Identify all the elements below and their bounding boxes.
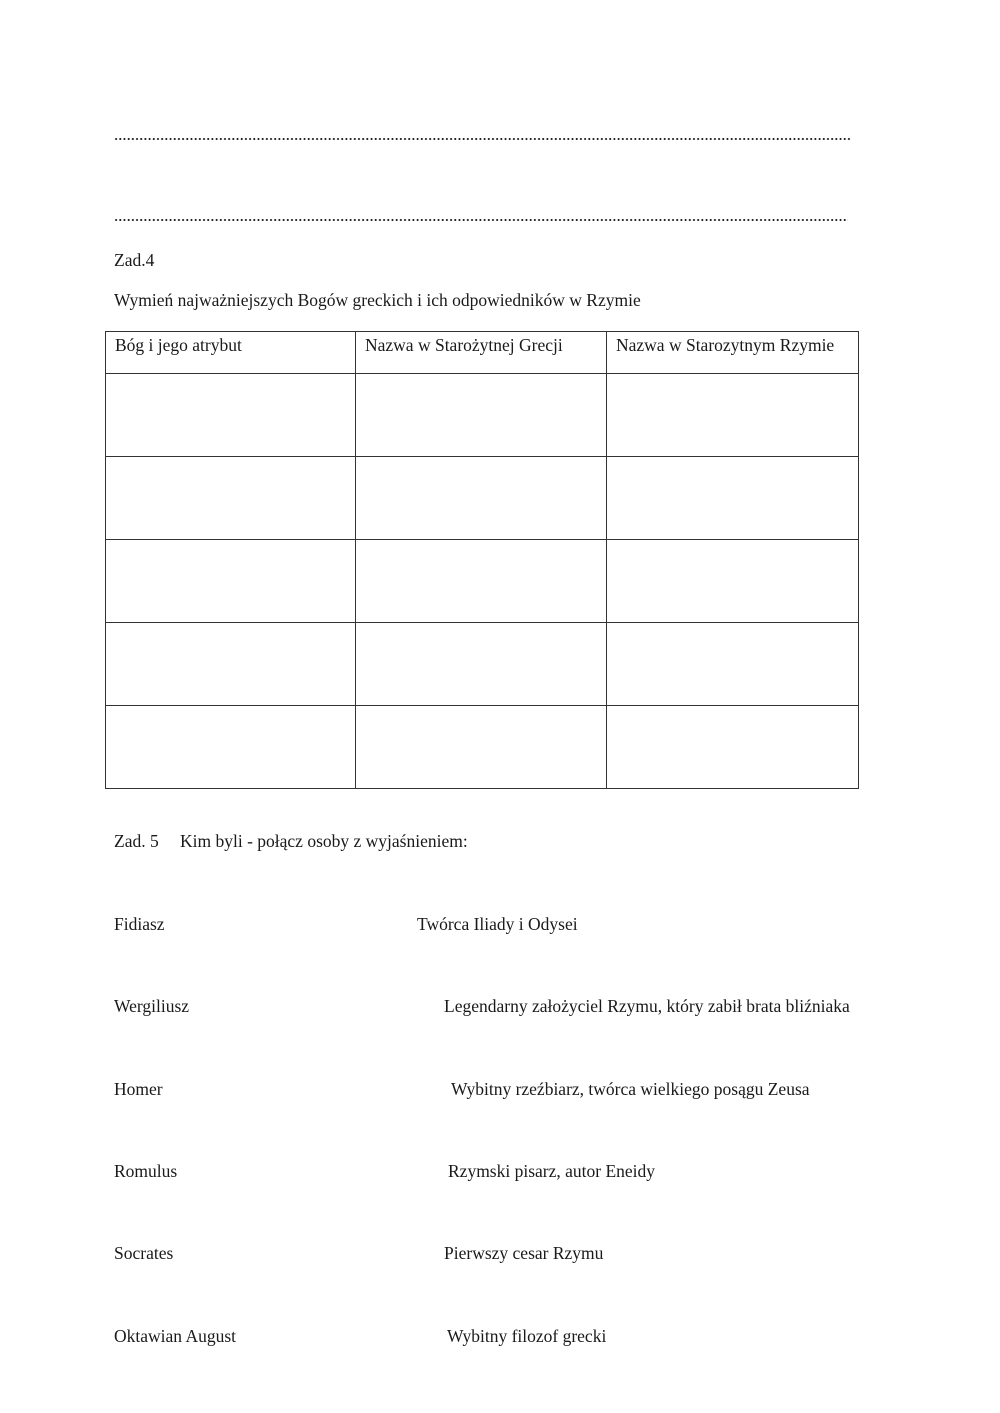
person-socrates[interactable]: Socrates (114, 1243, 174, 1263)
person-fidiasz[interactable]: Fidiasz (114, 914, 165, 934)
person-oktawian-august[interactable]: Oktawian August (114, 1326, 237, 1346)
answer-cell[interactable] (607, 623, 859, 706)
table-row (106, 540, 859, 623)
header-label: Bóg i jego atrybut (115, 335, 242, 355)
header-cell-attribute (106, 332, 356, 374)
zad4-label: Zad.4 (114, 250, 155, 270)
zad5-instruction: Kim byli - połącz osoby z wyjaśnieniem: (180, 831, 468, 851)
person-wergiliusz[interactable]: Wergiliusz (114, 996, 190, 1016)
answer-cell[interactable] (607, 540, 859, 623)
person-homer[interactable]: Homer (114, 1079, 163, 1099)
description-sculptor[interactable]: Wybitny rzeźbiarz, twórca wielkiego posągu Zeusa (451, 1079, 810, 1099)
table-row (106, 706, 859, 789)
answer-cell[interactable] (607, 457, 859, 540)
header-cell-greek-name (356, 332, 607, 374)
table-row (106, 457, 859, 540)
answer-cell[interactable] (106, 623, 356, 706)
description-aeneid-author[interactable]: Rzymski pisarz, autor Eneidy (448, 1161, 656, 1181)
answer-cell[interactable] (356, 457, 607, 540)
answer-cell[interactable] (607, 374, 859, 457)
description-rome-founder[interactable]: Legendarny założyciel Rzymu, który zabił brata bliźniaka (444, 996, 850, 1016)
answer-cell[interactable] (106, 457, 356, 540)
table-row (106, 623, 859, 706)
gods-table-header-row (106, 332, 859, 374)
answer-cell[interactable] (607, 706, 859, 789)
answer-cell[interactable] (356, 374, 607, 457)
header-label: Nazwa w Starozytnym Rzymie (616, 335, 835, 355)
answer-line-1[interactable] (114, 137, 852, 141)
answer-cell[interactable] (356, 706, 607, 789)
answer-line-2[interactable] (114, 218, 848, 222)
description-greek-philosopher[interactable]: Wybitny filozof grecki (447, 1326, 607, 1346)
description-first-emperor[interactable]: Pierwszy cesar Rzymu (444, 1243, 604, 1263)
answer-cell[interactable] (106, 706, 356, 789)
answer-cell[interactable] (356, 623, 607, 706)
answer-cell[interactable] (356, 540, 607, 623)
answer-cell[interactable] (106, 374, 356, 457)
table-row (106, 374, 859, 457)
person-romulus[interactable]: Romulus (114, 1161, 178, 1181)
header-label: Nazwa w Starożytnej Grecji (365, 335, 563, 355)
answer-cell[interactable] (106, 540, 356, 623)
description-iliad-odyssey[interactable]: Twórca Iliady i Odysei (417, 914, 578, 934)
zad4-instruction: Wymień najważniejszych Bogów greckich i ich odpowiedników w Rzymie (114, 290, 641, 310)
gods-table (105, 331, 859, 789)
header-cell-roman-name (607, 332, 859, 374)
zad5-label: Zad. 5 (114, 831, 159, 851)
